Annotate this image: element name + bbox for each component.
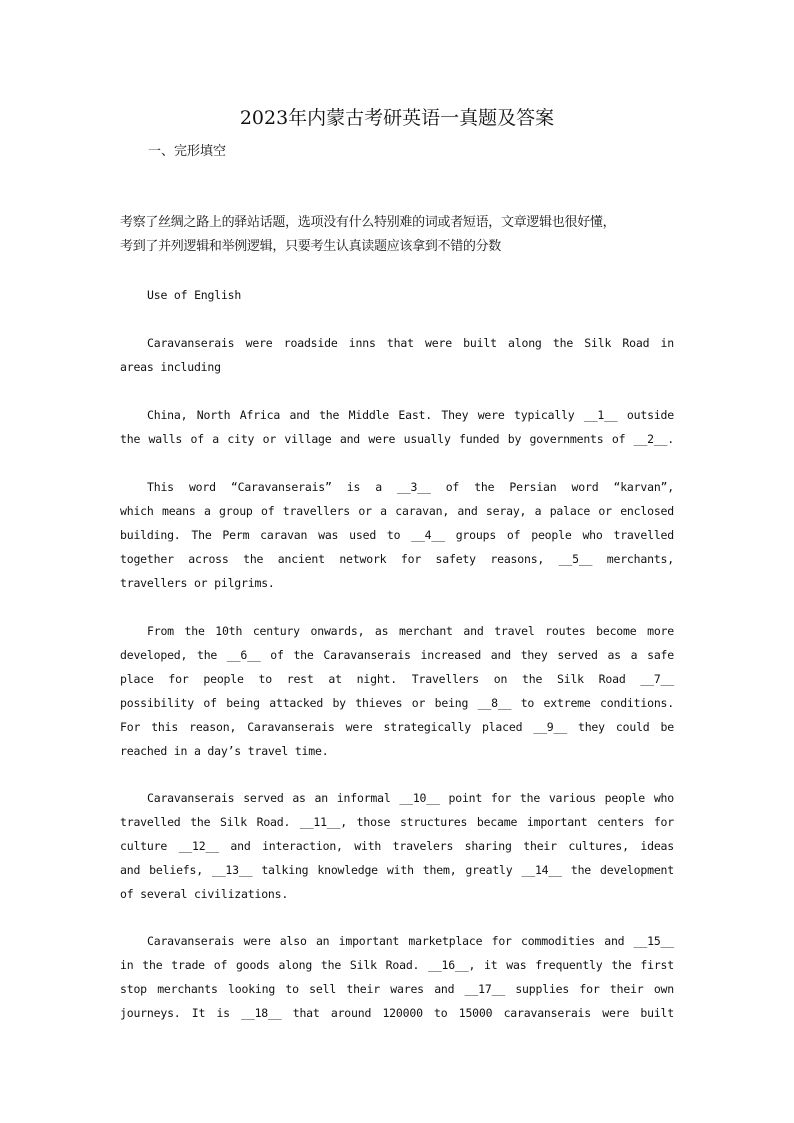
text-line: Caravanserais served as an informal __10__ point for the various people who xyxy=(147,791,674,805)
text-line: From the 10th century onwards, as merchant and travel routes become more xyxy=(147,624,674,638)
text-line: areas including xyxy=(120,360,221,374)
paragraph-6 xyxy=(120,929,674,1025)
text-line: possibility of being attacked by thieves or being __8__ to extreme conditions. xyxy=(120,696,674,710)
text-line: culture __12__ and interaction, with travelers sharing their cultures, ideas xyxy=(120,839,674,853)
text-line: travelled the Silk Road. __11__, those structures became important centers for xyxy=(120,815,674,829)
text-line: This word “Caravanserais” is a __3__ of the Persian word “karvan”, xyxy=(147,480,674,494)
paragraph-1 xyxy=(120,331,674,379)
text-line: For this reason, Caravanserais were strategically placed __9__ they could be xyxy=(120,720,674,734)
document-title: 2023年内蒙古考研英语一真题及答案 xyxy=(239,107,555,129)
text-line: travellers or pilgrims. xyxy=(120,576,275,590)
text-line: and beliefs, __13__ talking knowledge with them, greatly __14__ the development xyxy=(120,863,674,877)
text-line: the walls of a city or village and were usually funded by governments of __2__. xyxy=(120,432,674,446)
intro-line: 考察了丝绸之路上的驿站话题，选项没有什么特别难的词或者短语，文章逻辑也很好懂， xyxy=(120,215,616,230)
text-line: place for people to rest at night. Travellers on the Silk Road __7__ xyxy=(120,672,674,686)
text-line: Caravanserais were also an important marketplace for commodities and __15__ xyxy=(147,934,674,948)
text-line: building. The Perm caravan was used to __4__ groups of people who travelled xyxy=(120,528,674,542)
text-line: Caravanserais were roadside inns that were built along the Silk Road in xyxy=(147,336,674,350)
intro-paragraph xyxy=(120,211,680,259)
text-line: journeys. It is __18__ that around 120000 to 15000 caravanserais were built xyxy=(120,1006,674,1020)
paragraph-5 xyxy=(120,786,674,906)
text-line: stop merchants looking to sell their wares and __17__ supplies for their own xyxy=(120,982,674,996)
intro-line: 考到了并列逻辑和举例逻辑，只要考生认真读题应该拿到不错的分数 xyxy=(120,239,502,254)
text-line: developed, the __6__ of the Caravanserais increased and they served as a safe xyxy=(120,648,674,662)
text-line: of several civilizations. xyxy=(120,887,289,901)
subheading xyxy=(120,283,674,307)
paragraph-2 xyxy=(120,403,674,451)
paragraph-4 xyxy=(120,619,674,763)
text-line: together across the ancient network for safety reasons, __5__ merchants, xyxy=(120,552,674,566)
text-line: reached in a day’s travel time. xyxy=(120,744,329,758)
text-line: in the trade of goods along the Silk Road. __16__, it was frequently the first xyxy=(120,958,674,972)
paragraph-3 xyxy=(120,475,674,595)
subheading-text: Use of English xyxy=(147,288,242,302)
text-line: which means a group of travellers or a caravan, and seray, a palace or enclosed xyxy=(120,504,674,518)
text-line: China, North Africa and the Middle East. They were typically __1__ outside xyxy=(147,408,674,422)
section-heading: 一、完形填空 xyxy=(148,144,227,159)
